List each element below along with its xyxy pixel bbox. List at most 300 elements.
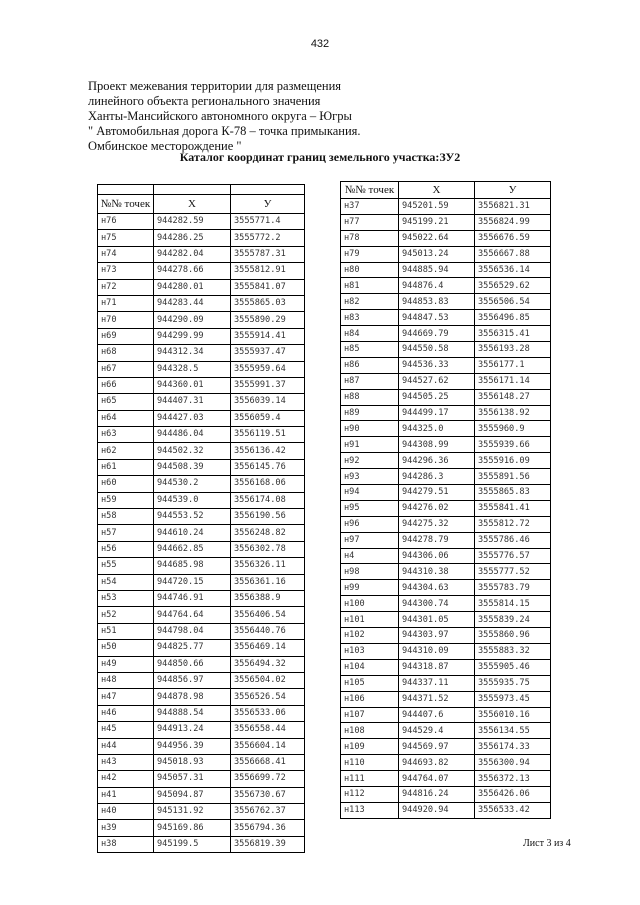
y-cell: 3555814.15 <box>475 596 551 612</box>
table-row <box>341 246 551 262</box>
y-cell: 3556361.16 <box>231 574 305 590</box>
point-cell: н109 <box>341 739 399 755</box>
x-cell: 944282.04 <box>154 246 231 262</box>
x-cell: 944502.32 <box>154 443 231 459</box>
point-cell: н41 <box>98 787 154 803</box>
x-cell: 944328.5 <box>154 361 231 377</box>
x-cell: 944764.07 <box>399 771 475 787</box>
point-cell: н67 <box>98 361 154 377</box>
y-cell: 3555771.4 <box>231 214 305 230</box>
x-cell: 944825.77 <box>154 640 231 656</box>
y-cell: 3556138.92 <box>475 405 551 421</box>
table-row <box>341 294 551 310</box>
table-row <box>341 659 551 675</box>
table-row <box>98 345 305 361</box>
table-row <box>98 214 305 230</box>
y-cell: 3556794.36 <box>231 820 305 836</box>
table-row <box>98 279 305 295</box>
x-cell: 944290.09 <box>154 312 231 328</box>
y-cell: 3556388.9 <box>231 590 305 606</box>
y-cell: 3556526.54 <box>231 689 305 705</box>
table-row <box>341 326 551 342</box>
table-row <box>98 640 305 656</box>
x-cell: 944505.25 <box>399 389 475 405</box>
table-row <box>98 705 305 721</box>
x-cell: 944282.59 <box>154 214 231 230</box>
y-cell: 3555860.96 <box>475 628 551 644</box>
point-cell: н76 <box>98 214 154 230</box>
catalog-title: Каталог координат границ земельного участка:ЗУ2 <box>179 150 461 164</box>
point-cell: н98 <box>341 564 399 580</box>
header-line: линейного объекта регионального значения <box>88 94 321 108</box>
y-cell: 3556372.13 <box>475 771 551 787</box>
x-cell: 944300.74 <box>399 596 475 612</box>
point-cell: н56 <box>98 541 154 557</box>
y-cell: 3556676.59 <box>475 230 551 246</box>
x-cell: 944276.02 <box>399 500 475 516</box>
table-row <box>341 643 551 659</box>
y-cell: 3555776.57 <box>475 548 551 564</box>
table-row <box>341 357 551 373</box>
point-cell: н86 <box>341 357 399 373</box>
y-cell: 3556193.28 <box>475 342 551 358</box>
point-cell: н102 <box>341 628 399 644</box>
x-cell: 944685.98 <box>154 558 231 574</box>
y-cell: 3556300.94 <box>475 755 551 771</box>
point-cell: н107 <box>341 707 399 723</box>
y-cell: 3555812.72 <box>475 516 551 532</box>
table-row <box>98 738 305 754</box>
point-cell: н57 <box>98 525 154 541</box>
table-row <box>98 754 305 770</box>
x-cell: 944856.97 <box>154 672 231 688</box>
x-cell: 945199.21 <box>399 214 475 230</box>
header-row <box>98 195 305 214</box>
column-header-y: У <box>475 182 551 199</box>
point-cell: н37 <box>341 199 399 215</box>
x-cell: 944306.06 <box>399 548 475 564</box>
table-row <box>98 836 305 852</box>
point-cell: н45 <box>98 722 154 738</box>
y-cell: 3556177.1 <box>475 357 551 373</box>
point-cell: н88 <box>341 389 399 405</box>
x-cell: 944407.6 <box>399 707 475 723</box>
table-row <box>98 246 305 262</box>
point-cell: н66 <box>98 377 154 393</box>
point-cell: н83 <box>341 310 399 326</box>
header-spacer-row <box>98 185 305 195</box>
table-row <box>341 548 551 564</box>
point-cell: н90 <box>341 421 399 437</box>
x-cell: 944853.83 <box>399 294 475 310</box>
y-cell: 3556010.16 <box>475 707 551 723</box>
x-cell: 944325.0 <box>399 421 475 437</box>
point-cell: н80 <box>341 262 399 278</box>
table-row <box>98 804 305 820</box>
point-cell: н87 <box>341 373 399 389</box>
y-cell: 3555937.47 <box>231 345 305 361</box>
y-cell: 3555841.41 <box>475 500 551 516</box>
column-header-point: №№ точек <box>98 195 154 214</box>
point-cell: н40 <box>98 804 154 820</box>
x-cell: 944304.63 <box>399 580 475 596</box>
x-cell: 944278.79 <box>399 532 475 548</box>
y-cell: 3556824.99 <box>475 214 551 230</box>
x-cell: 944527.62 <box>399 373 475 389</box>
point-cell: н39 <box>98 820 154 836</box>
table-row <box>341 278 551 294</box>
header-line: Проект межевания территории для размещения <box>88 79 342 93</box>
point-cell: н93 <box>341 469 399 485</box>
x-cell: 944299.99 <box>154 328 231 344</box>
y-cell: 3556819.39 <box>231 836 305 852</box>
point-cell: н48 <box>98 672 154 688</box>
x-cell: 945018.93 <box>154 754 231 770</box>
coordinates-table-left <box>97 184 305 853</box>
point-cell: н94 <box>341 485 399 501</box>
y-cell: 3556536.14 <box>475 262 551 278</box>
x-cell: 944278.66 <box>154 263 231 279</box>
x-cell: 944720.15 <box>154 574 231 590</box>
x-cell: 944283.44 <box>154 295 231 311</box>
point-cell: н104 <box>341 659 399 675</box>
point-cell: н103 <box>341 643 399 659</box>
y-cell: 3555914.41 <box>231 328 305 344</box>
table-row <box>341 405 551 421</box>
y-cell: 3556504.02 <box>231 672 305 688</box>
table-body-right <box>341 199 551 819</box>
x-cell: 944529.4 <box>399 723 475 739</box>
point-cell: н101 <box>341 612 399 628</box>
table-row <box>98 509 305 525</box>
x-cell: 944850.66 <box>154 656 231 672</box>
table-row <box>341 214 551 230</box>
point-cell: н46 <box>98 705 154 721</box>
table-row <box>98 607 305 623</box>
table-row <box>98 476 305 492</box>
x-cell: 944296.36 <box>399 453 475 469</box>
x-cell: 944888.54 <box>154 705 231 721</box>
y-cell: 3556469.14 <box>231 640 305 656</box>
y-cell: 3556667.88 <box>475 246 551 262</box>
x-cell: 944303.97 <box>399 628 475 644</box>
table-row <box>98 771 305 787</box>
x-cell: 944539.0 <box>154 492 231 508</box>
table-row <box>98 377 305 393</box>
y-cell: 3556326.11 <box>231 558 305 574</box>
point-cell: н100 <box>341 596 399 612</box>
x-cell: 945201.59 <box>399 199 475 215</box>
y-cell: 3555935.75 <box>475 675 551 691</box>
point-cell: н85 <box>341 342 399 358</box>
project-header <box>88 79 361 154</box>
x-cell: 944308.99 <box>399 437 475 453</box>
sheet-footer: Лист 3 из 4 <box>523 838 571 849</box>
table-row <box>341 516 551 532</box>
table-row <box>98 230 305 246</box>
y-cell: 3556174.08 <box>231 492 305 508</box>
table-row <box>98 361 305 377</box>
point-cell: н52 <box>98 607 154 623</box>
x-cell: 944920.94 <box>399 802 475 818</box>
point-cell: н113 <box>341 802 399 818</box>
table-row <box>341 755 551 771</box>
table-row <box>98 722 305 738</box>
x-cell: 945094.87 <box>154 787 231 803</box>
table-row <box>341 596 551 612</box>
x-cell: 944407.31 <box>154 394 231 410</box>
point-cell: н62 <box>98 443 154 459</box>
table-row <box>98 820 305 836</box>
table-row <box>341 675 551 691</box>
x-cell: 944746.91 <box>154 590 231 606</box>
y-cell: 3556136.42 <box>231 443 305 459</box>
x-cell: 944816.24 <box>399 786 475 802</box>
table-row <box>341 564 551 580</box>
table-row <box>341 310 551 326</box>
point-cell: н77 <box>341 214 399 230</box>
y-cell: 3555783.79 <box>475 580 551 596</box>
y-cell: 3556762.37 <box>231 804 305 820</box>
point-cell: н53 <box>98 590 154 606</box>
header-line: Ханты-Мансийского автономного округа – Югры <box>88 109 352 123</box>
point-cell: н51 <box>98 623 154 639</box>
column-header-point: №№ точек <box>341 182 399 199</box>
table-row <box>341 771 551 787</box>
table-row <box>98 328 305 344</box>
y-cell: 3555883.32 <box>475 643 551 659</box>
point-cell: н47 <box>98 689 154 705</box>
x-cell: 944275.32 <box>399 516 475 532</box>
y-cell: 3556506.54 <box>475 294 551 310</box>
point-cell: н54 <box>98 574 154 590</box>
x-cell: 944486.04 <box>154 427 231 443</box>
table-row <box>341 342 551 358</box>
x-cell: 944956.39 <box>154 738 231 754</box>
coordinates-table-right <box>340 181 551 819</box>
point-cell: н106 <box>341 691 399 707</box>
x-cell: 944508.39 <box>154 459 231 475</box>
table-row <box>98 295 305 311</box>
header-spacer-cell <box>231 185 305 195</box>
x-cell: 944286.25 <box>154 230 231 246</box>
x-cell: 944337.11 <box>399 675 475 691</box>
table-row <box>341 532 551 548</box>
point-cell: н73 <box>98 263 154 279</box>
y-cell: 3555865.03 <box>231 295 305 311</box>
y-cell: 3556119.51 <box>231 427 305 443</box>
point-cell: н79 <box>341 246 399 262</box>
y-cell: 3556190.56 <box>231 509 305 525</box>
table-row <box>341 786 551 802</box>
point-cell: н50 <box>98 640 154 656</box>
x-cell: 944876.4 <box>399 278 475 294</box>
y-cell: 3556699.72 <box>231 771 305 787</box>
table-body-left <box>98 214 305 853</box>
point-cell: н91 <box>341 437 399 453</box>
point-cell: н63 <box>98 427 154 443</box>
x-cell: 944550.58 <box>399 342 475 358</box>
column-header-x: Х <box>154 195 231 214</box>
table-row <box>98 656 305 672</box>
table-row <box>341 739 551 755</box>
y-cell: 3556496.85 <box>475 310 551 326</box>
x-cell: 944764.64 <box>154 607 231 623</box>
y-cell: 3556668.41 <box>231 754 305 770</box>
x-cell: 944360.01 <box>154 377 231 393</box>
x-cell: 945013.24 <box>399 246 475 262</box>
point-cell: н61 <box>98 459 154 475</box>
table-row <box>341 453 551 469</box>
point-cell: н64 <box>98 410 154 426</box>
table-row <box>98 558 305 574</box>
y-cell: 3556533.42 <box>475 802 551 818</box>
header-spacer-cell <box>98 185 154 195</box>
point-cell: н92 <box>341 453 399 469</box>
y-cell: 3556558.44 <box>231 722 305 738</box>
point-cell: н69 <box>98 328 154 344</box>
table-row <box>98 443 305 459</box>
y-cell: 3555891.56 <box>475 469 551 485</box>
x-cell: 944885.94 <box>399 262 475 278</box>
point-cell: н84 <box>341 326 399 342</box>
y-cell: 3555959.64 <box>231 361 305 377</box>
table-row <box>98 541 305 557</box>
point-cell: н38 <box>98 836 154 852</box>
y-cell: 3555839.24 <box>475 612 551 628</box>
y-cell: 3555772.2 <box>231 230 305 246</box>
point-cell: н75 <box>98 230 154 246</box>
table-row <box>98 263 305 279</box>
x-cell: 945057.31 <box>154 771 231 787</box>
y-cell: 3556134.55 <box>475 723 551 739</box>
y-cell: 3556604.14 <box>231 738 305 754</box>
table-row <box>98 525 305 541</box>
y-cell: 3555787.31 <box>231 246 305 262</box>
table-row <box>98 689 305 705</box>
y-cell: 3555841.07 <box>231 279 305 295</box>
x-cell: 945169.86 <box>154 820 231 836</box>
point-cell: н108 <box>341 723 399 739</box>
table-row <box>98 312 305 328</box>
point-cell: н96 <box>341 516 399 532</box>
column-header-x: Х <box>399 182 475 199</box>
point-cell: н97 <box>341 532 399 548</box>
table-row <box>341 707 551 723</box>
table-row <box>341 437 551 453</box>
point-cell: н110 <box>341 755 399 771</box>
header-line: Омбинское месторождение " <box>88 139 242 153</box>
point-cell: н105 <box>341 675 399 691</box>
table-row <box>98 787 305 803</box>
point-cell: н81 <box>341 278 399 294</box>
x-cell: 944878.98 <box>154 689 231 705</box>
y-cell: 3555991.37 <box>231 377 305 393</box>
table-row <box>341 389 551 405</box>
table-row <box>341 421 551 437</box>
point-cell: н43 <box>98 754 154 770</box>
table-row <box>98 574 305 590</box>
x-cell: 944312.34 <box>154 345 231 361</box>
x-cell: 944301.05 <box>399 612 475 628</box>
table-row <box>341 500 551 516</box>
table-row <box>341 262 551 278</box>
point-cell: н99 <box>341 580 399 596</box>
x-cell: 944371.52 <box>399 691 475 707</box>
point-cell: н112 <box>341 786 399 802</box>
table-row <box>341 723 551 739</box>
x-cell: 944662.85 <box>154 541 231 557</box>
table-row <box>341 580 551 596</box>
y-cell: 3556440.76 <box>231 623 305 639</box>
header-spacer-cell <box>154 185 231 195</box>
table-row <box>341 373 551 389</box>
point-cell: н95 <box>341 500 399 516</box>
table-row <box>341 612 551 628</box>
point-cell: н65 <box>98 394 154 410</box>
x-cell: 944669.79 <box>399 326 475 342</box>
y-cell: 3556730.67 <box>231 787 305 803</box>
point-cell: н68 <box>98 345 154 361</box>
x-cell: 945199.5 <box>154 836 231 852</box>
point-cell: н82 <box>341 294 399 310</box>
point-cell: н59 <box>98 492 154 508</box>
table-row <box>98 492 305 508</box>
table-row <box>98 590 305 606</box>
header-line: " Автомобильная дорога К-78 – точка примыкания. <box>88 124 361 138</box>
y-cell: 3556406.54 <box>231 607 305 623</box>
point-cell: н71 <box>98 295 154 311</box>
x-cell: 944286.3 <box>399 469 475 485</box>
x-cell: 944280.01 <box>154 279 231 295</box>
x-cell: 944536.33 <box>399 357 475 373</box>
y-cell: 3556302.78 <box>231 541 305 557</box>
table-row <box>98 672 305 688</box>
y-cell: 3555916.09 <box>475 453 551 469</box>
x-cell: 944847.53 <box>399 310 475 326</box>
x-cell: 944279.51 <box>399 485 475 501</box>
table-row <box>98 394 305 410</box>
header-row <box>341 182 551 199</box>
table-row <box>341 691 551 707</box>
point-cell: н44 <box>98 738 154 754</box>
x-cell: 944913.24 <box>154 722 231 738</box>
x-cell: 944553.52 <box>154 509 231 525</box>
y-cell: 3556533.06 <box>231 705 305 721</box>
y-cell: 3556174.33 <box>475 739 551 755</box>
point-cell: н89 <box>341 405 399 421</box>
point-cell: н78 <box>341 230 399 246</box>
y-cell: 3556168.06 <box>231 476 305 492</box>
x-cell: 944310.09 <box>399 643 475 659</box>
y-cell: 3556529.62 <box>475 278 551 294</box>
table-row <box>341 469 551 485</box>
y-cell: 3555777.52 <box>475 564 551 580</box>
y-cell: 3555890.29 <box>231 312 305 328</box>
point-cell: н42 <box>98 771 154 787</box>
point-cell: н60 <box>98 476 154 492</box>
y-cell: 3556145.76 <box>231 459 305 475</box>
point-cell: н4 <box>341 548 399 564</box>
point-cell: н58 <box>98 509 154 525</box>
y-cell: 3556315.41 <box>475 326 551 342</box>
table-row <box>341 230 551 246</box>
y-cell: 3556171.14 <box>475 373 551 389</box>
x-cell: 944427.03 <box>154 410 231 426</box>
y-cell: 3555939.66 <box>475 437 551 453</box>
y-cell: 3555905.46 <box>475 659 551 675</box>
x-cell: 944310.38 <box>399 564 475 580</box>
